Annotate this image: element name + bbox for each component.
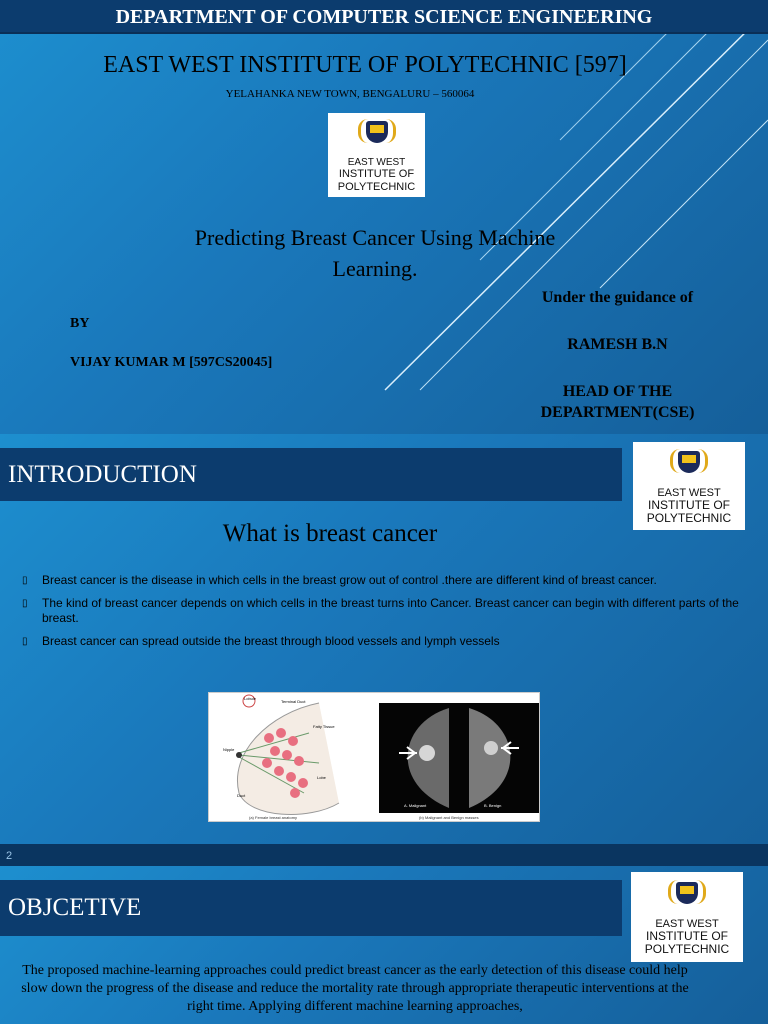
svg-text:(a) Female breast anatomy: (a) Female breast anatomy [249,815,298,820]
institute-logo: EAST WEST INSTITUTE OF POLYTECHNIC [631,872,743,962]
svg-text:Lobule: Lobule [244,696,257,701]
crest-icon [668,878,706,918]
guidance-label: Under the guidance of [541,289,694,306]
svg-text:A. Malignant: A. Malignant [404,803,427,808]
logo-line1: EAST WEST [347,157,406,169]
student-name: VIJAY KUMAR M [597CS20045] [70,355,273,370]
institute-name: EAST WEST INSTITUTE OF POLYTECHNIC [597] [103,52,627,78]
logo-line2: INSTITUTE OF [338,168,415,181]
list-item: ▯ The kind of breast cancer depends on which cells in the breast turns into Cancer. Breast cancer can begin with different parts of the breast. [22,596,739,625]
institute-address: YELAHANKA NEW TOWN, BENGALURU – 560064 [225,88,475,100]
svg-text:Lobe: Lobe [317,775,326,780]
bullet-icon: ▯ [22,575,28,586]
department-title: DEPARTMENT OF COMPUTER SCIENCE ENGINEERING [0,0,768,34]
anatomy-diagram [209,693,377,823]
guide-role: HEAD OF THE DEPARTMENT(CSE) [540,383,695,421]
introduction-heading: INTRODUCTION [0,448,622,501]
crest-icon [670,447,708,487]
svg-text:Duct: Duct [237,793,246,798]
mammogram-image [379,703,539,813]
project-title: Predicting Breast Cancer Using Machine Learning. [194,225,556,281]
logo-line3: POLYTECHNIC [337,180,416,193]
objective-heading: OBJCETIVE [0,880,622,936]
svg-text:Nipple: Nipple [223,747,235,752]
list-item: ▯ Breast cancer can spread outside the breast through blood vessels and lymph vessels [22,634,500,648]
svg-text:Terminal Duct: Terminal Duct [281,699,306,704]
bullet-icon: ▯ [22,598,28,609]
svg-text:Fatty Tissue: Fatty Tissue [313,724,335,729]
subheading: What is breast cancer [222,520,438,547]
svg-text:B. Benign: B. Benign [484,803,502,808]
list-item: ▯ Breast cancer is the disease in which cells in the breast grow out of control .there are different kind of breast cancer. [22,573,657,587]
bullet-list [22,573,742,657]
slide-separator [0,844,768,866]
objective-text: The proposed machine-learning approaches could predict breast cancer as the early detection of this disease could help slow down the progress of the disease and reduce the mortality rate through appropriate therapeutic interventions at the right time. Applying different machine learning approaches, [21,963,689,1014]
by-label: BY [70,316,90,331]
institute-logo [328,113,425,197]
guide-name: RAMESH B.N [567,336,668,353]
crest-icon [358,117,396,157]
institute-logo: EAST WEST INSTITUTE OF POLYTECHNIC [633,442,745,530]
breast-anatomy-figure: Lobule Terminal Duct Fatty Tissue Lobe Duct Nipple (a) Female breast anatomy A. Malignant B. Benign (b) Malignant and Benign masses [208,692,540,822]
page-number: 2 [6,850,13,862]
bullet-icon: ▯ [22,636,28,647]
